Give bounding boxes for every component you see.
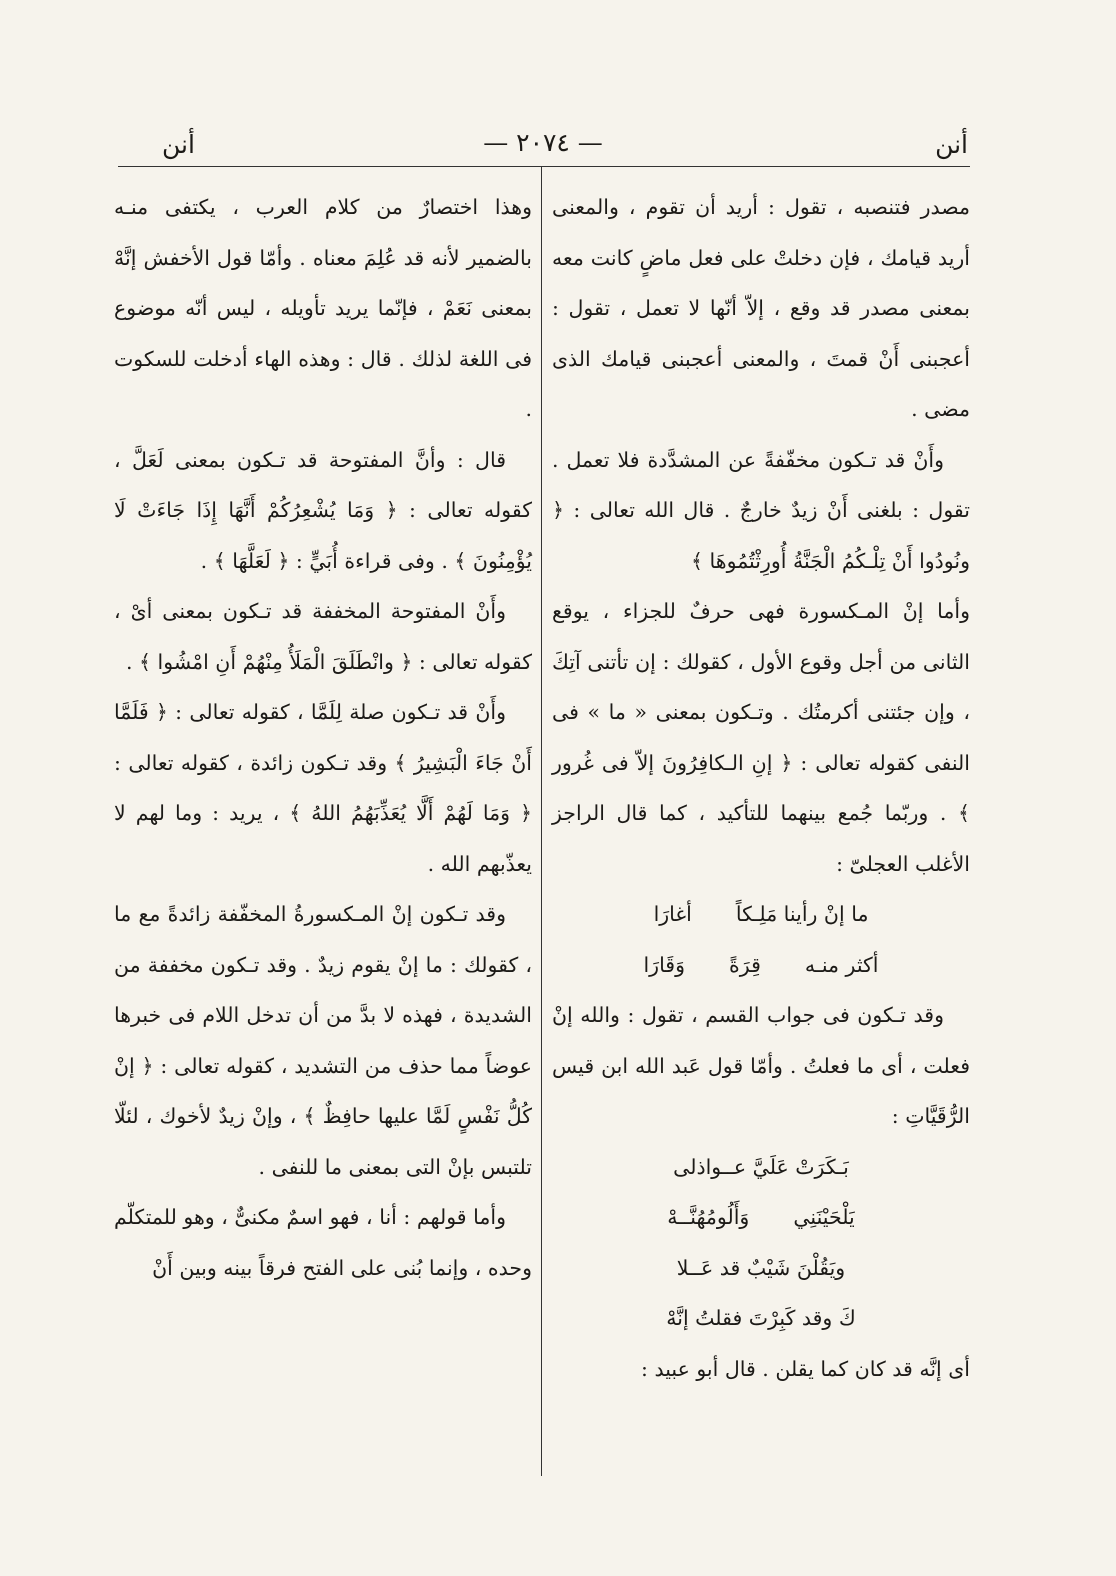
verse-hemistich: قِرَةً	[729, 952, 761, 977]
column-divider	[541, 166, 542, 1476]
paragraph: أى إنَّه قد كان كما يقلن . قال أبو عبيد :	[641, 1356, 970, 1381]
verse-line	[552, 1192, 970, 1243]
paragraph: وأَنْ قد تـكون مخفّفةً عن المشدَّدة فلا تعمل . تقول : بلغنى أَنْ زيدٌ خارجٌ . قال الله تعالى : ﴿ ونُودُوا أَنْ تِلْـكُمُ الْجَنَّةُ أُورِثْتُمُوهَا ﴾	[552, 447, 970, 573]
page-header	[118, 128, 968, 164]
verse-hemistich: ما إنْ رأينا مَلِـكاً	[735, 902, 869, 926]
verse-hemistich: ويَقُلْنَ شَيْبٌ قد عَــلا	[676, 1255, 846, 1280]
paragraph: مصدر فتنصبه ، تقول : أريد أن تقوم ، والمعنى أريد قيامك ، فإن دخلتْ على فعل ماضٍ كانت معه بمعنى مصدر قد وقع ، إلاّ أنّها لا تعمل ، تقول : أعجبنى أَنْ قمتَ ، والمعنى أعجبنى قيامك الذى مضى .	[552, 195, 970, 421]
header-rule	[118, 166, 970, 167]
paragraph: وأَنْ المفتوحة المخففة قد تـكون بمعنى أىْ ، كقوله تعالى : ﴿ وانْطَلَقَ الْمَلَأُ مِنْهُمْ أَنِ امْشُوا ﴾ .	[114, 599, 532, 674]
verse-line	[552, 1243, 970, 1294]
paragraph: قال : وأنَّ المفتوحة قد تـكون بمعنى لَعَلَّ ، كقوله تعالى : ﴿ وَمَا يُشْعِرُكُمْ أَنَّهَا إِذَا جَاءَتْ لَا يُؤْمِنُونَ ﴾ . وفى قراءة أُبَيٍّ : ﴿ لَعَلَّهَا ﴾ .	[114, 447, 532, 573]
verse-hemistich: يَلْحَيْنَنِي	[793, 1205, 855, 1229]
verse-line	[552, 940, 970, 991]
left-column	[114, 182, 532, 1293]
verse-line	[552, 1142, 970, 1193]
verse-hemistich: أكثر منـه	[804, 952, 879, 977]
verse-line	[552, 889, 970, 940]
guide-word-left: أنن	[162, 130, 195, 159]
verse-hemistich: وَأَلُومُهُنَّــهْ	[667, 1205, 750, 1229]
paragraph: وقد تـكون إنْ المـكسورةُ المخفّفة زائدةً مع ما ، كقولك : ما إنْ يقوم زيدٌ . وقد تـكون مخففة من الشديدة ، فهذه لا بدَّ من أن تدخل اللام فى خبرها عوضاً مما حذف من التشديد ، كقوله تعالى : ﴿ إنْ كُلُّ نَفْسٍ لَمَّا عليها حافِظٌ ﴾ ، وإنْ زيدٌ لأخوك ، لئلّا تلتبس بإنْ التى بمعنى ما للنفى .	[114, 902, 532, 1179]
paragraph: وأَنْ قد تـكون صلة لِلَمَّا ، كقوله تعالى : ﴿ فَلَمَّا أَنْ جَاءَ الْبَشِيرُ ﴾ وقد تـكون زائدة ، كقوله تعالى : ﴿ وَمَا لَهُمْ أَلَّا يُعَذِّبَهُمُ اللهُ ﴾ ، يريد : وما لهم لا يعذّبهم الله .	[114, 700, 532, 876]
right-column	[552, 182, 970, 1394]
page-number: — ٢٠٧٤ —	[483, 128, 603, 157]
verse-line	[552, 1293, 970, 1344]
paragraph: وأما إنْ المـكسورة فهى حرفٌ للجزاء ، يوقع الثانى من أجل وقوع الأول ، كقولك : إن تأتنى آتِكَ ، وإن جئتنى أكرمتُك . وتـكون بمعنى « ما » فى النفى كقوله تعالى : ﴿ إنِ الـكافِرُونَ إلاّ فى غُرور ﴾ . وربّما جُمع بينهما للتأكيد ، كما قال الراجز الأغلب العجلىّ :	[552, 599, 970, 876]
verse-hemistich: وَقَارَا	[643, 952, 686, 977]
paragraph: وقد تـكون فى جواب القسم ، تقول : والله إنْ فعلت ، أى ما فعلتُ . وأمّا قول عَبد الله ابن قيس الرُّقَيَّاتِ :	[552, 1003, 970, 1128]
verse-hemistich: كَ وقد كَبِرْتَ فقلتُ إنَّهْ	[666, 1306, 856, 1330]
verse-hemistich: أغارَا	[653, 902, 692, 926]
verse-hemistich: بَـكَرَتْ عَلَيَّ عــواذلى	[673, 1154, 849, 1179]
paragraph: وهذا اختصارٌ من كلام العرب ، يكتفى منـه بالضمير لأنه قد عُلِمَ معناه . وأمّا قول الأخفش إنَّهْ بمعنى نَعَمْ ، فإنّما يريد تأويله ، ليس أنّه موضوع فى اللغة لذلك . قال : وهذه الهاء أدخلت للسكوت .	[114, 195, 532, 421]
paragraph: وأما قولهم : أنا ، فهو اسمٌ مكنىٌّ ، وهو للمتكلّم وحده ، وإنما بُنى على الفتح فرقاً بينه وبين أَنْ	[114, 1205, 532, 1280]
guide-word-right: أنن	[935, 130, 968, 159]
